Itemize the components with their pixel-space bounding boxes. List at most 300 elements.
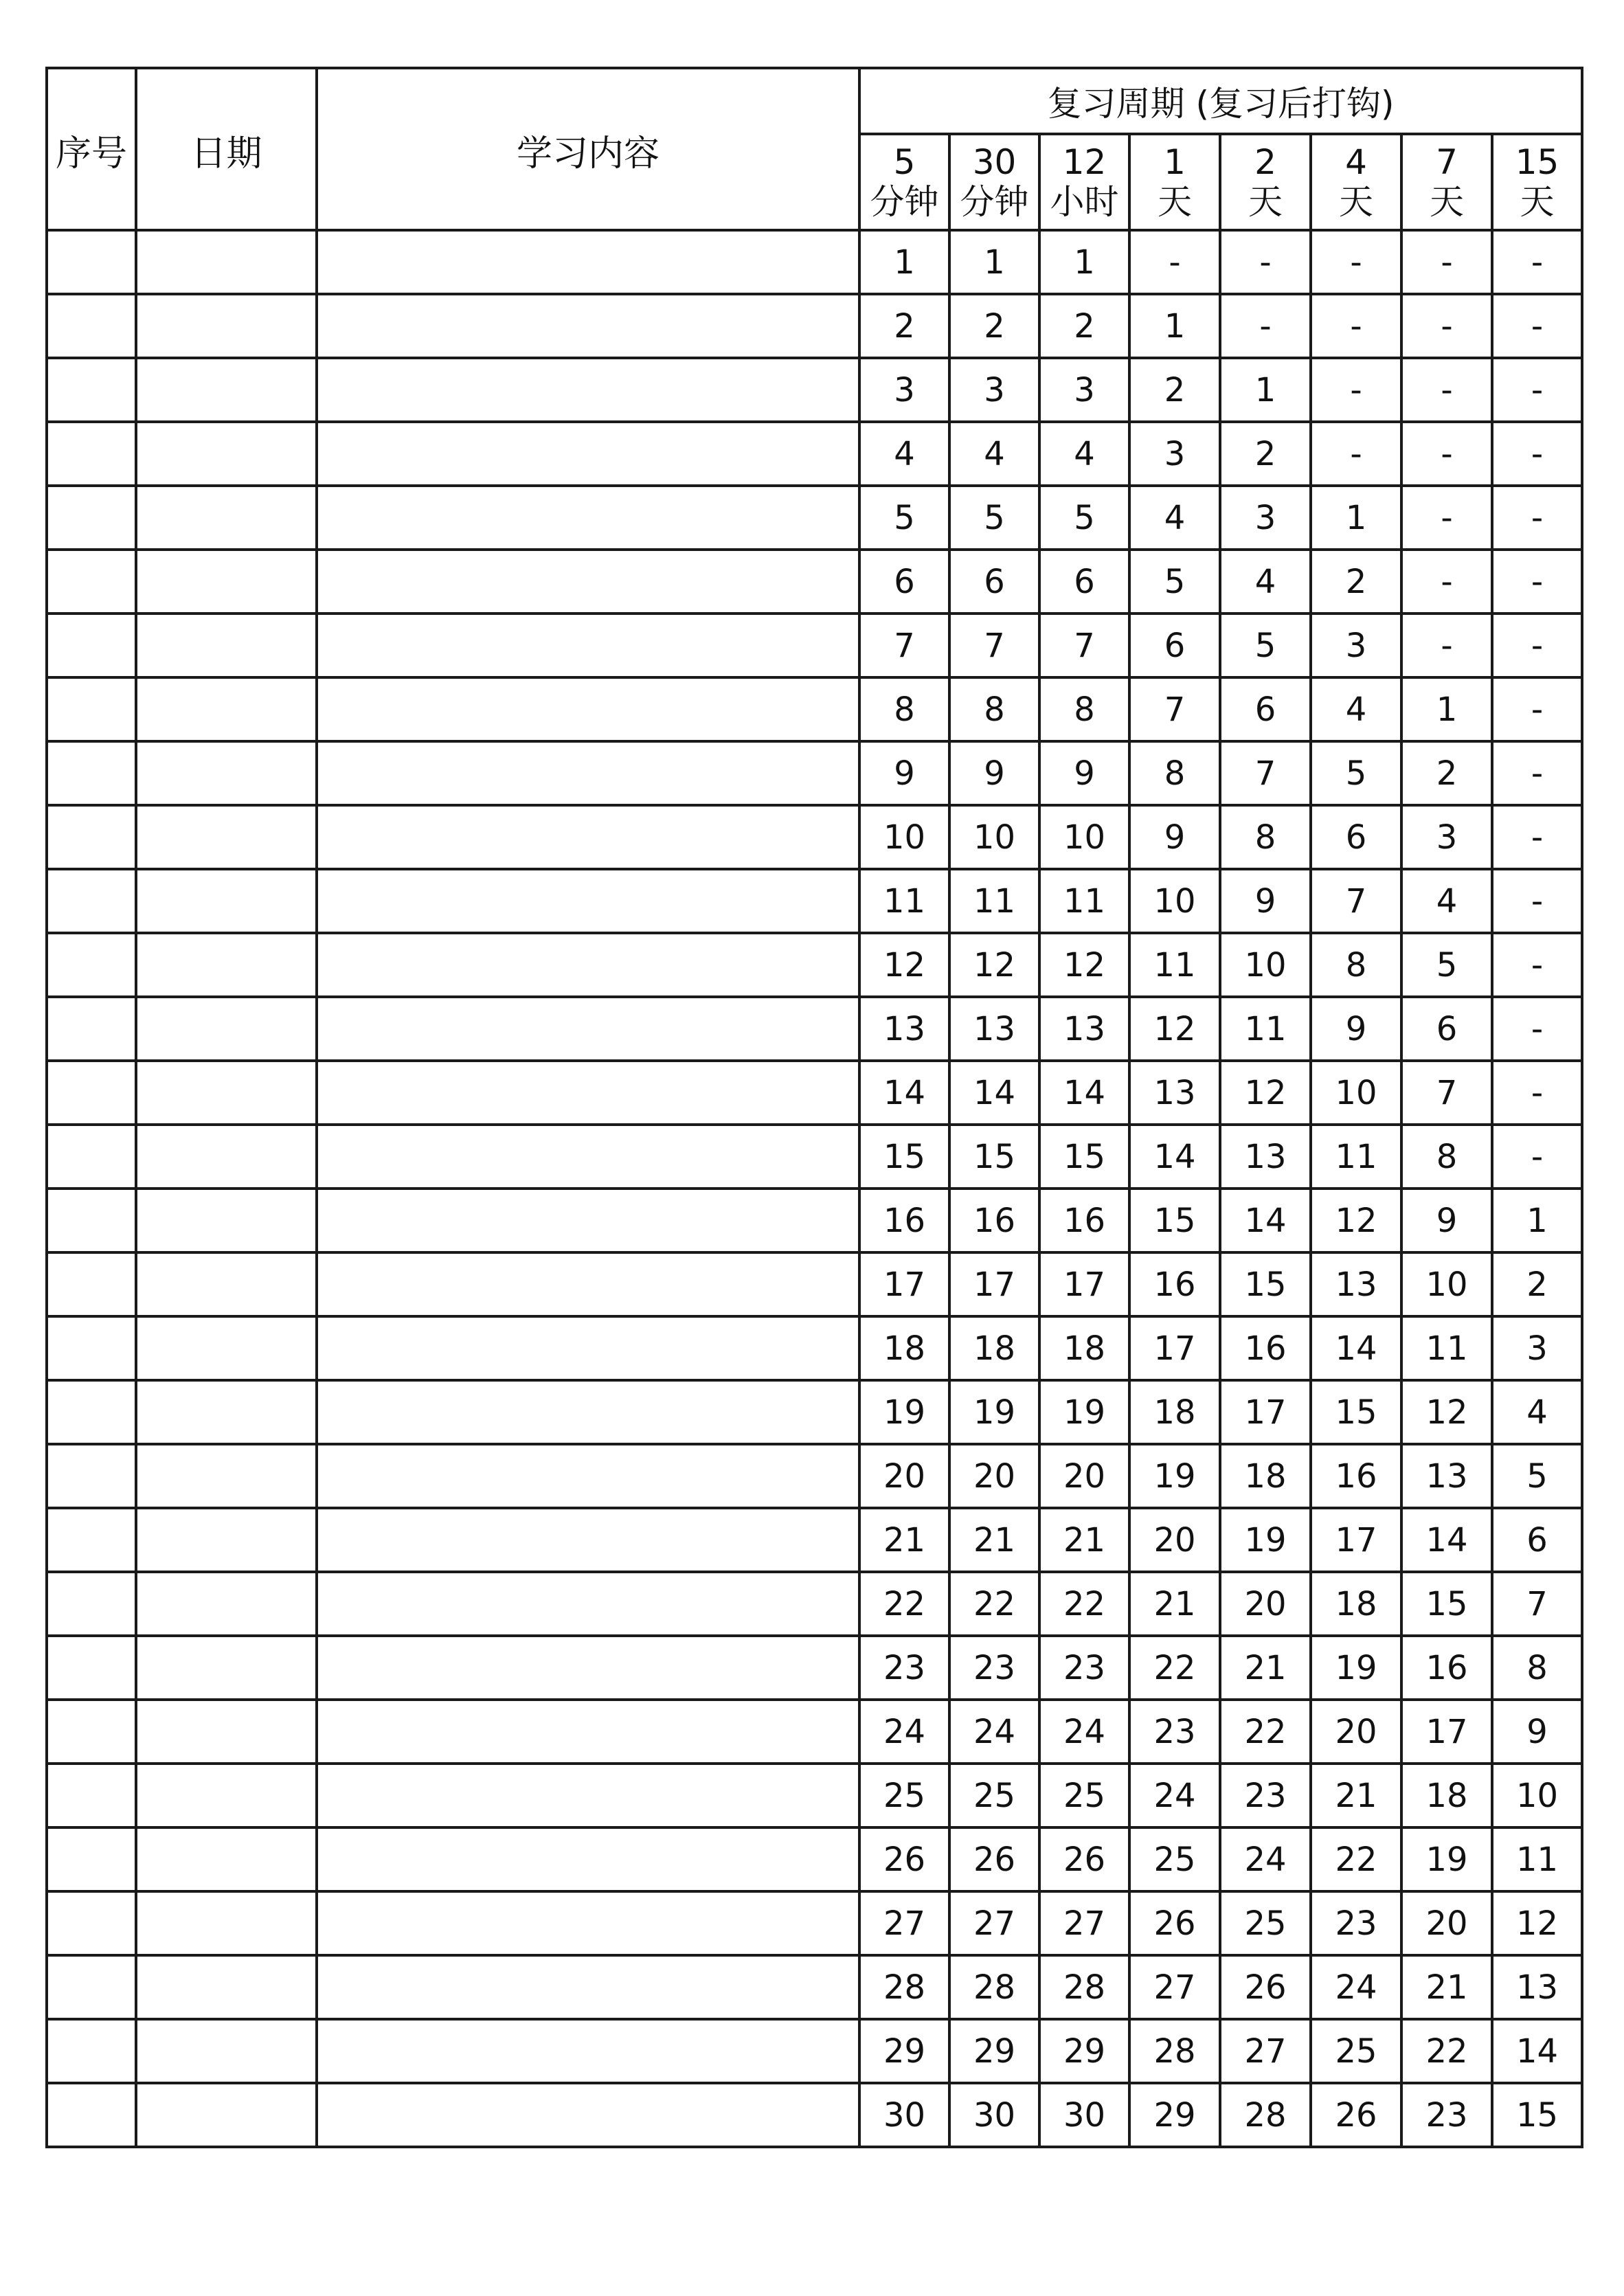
content-cell[interactable] [317, 1444, 859, 1508]
date-cell[interactable] [136, 1700, 317, 1764]
review-cell[interactable]: 1 [1311, 486, 1401, 550]
review-cell[interactable]: 12 [1492, 1891, 1582, 1955]
review-cell[interactable]: 18 [859, 1316, 949, 1380]
review-cell[interactable]: 2 [1039, 294, 1129, 358]
review-cell[interactable]: 11 [1129, 933, 1220, 997]
review-cell[interactable]: 5 [1039, 486, 1129, 550]
date-cell[interactable] [136, 2019, 317, 2083]
review-cell[interactable]: 21 [1220, 1636, 1311, 1700]
index-cell[interactable] [47, 1700, 136, 1764]
review-cell[interactable]: - [1401, 358, 1492, 422]
review-cell[interactable]: 27 [1039, 1891, 1129, 1955]
review-cell[interactable]: 6 [859, 550, 949, 614]
content-cell[interactable] [317, 1316, 859, 1380]
content-cell[interactable] [317, 1955, 859, 2019]
review-cell[interactable]: 22 [1129, 1636, 1220, 1700]
content-cell[interactable] [317, 550, 859, 614]
review-cell[interactable]: 30 [949, 2083, 1039, 2147]
review-cell[interactable]: 11 [1401, 1316, 1492, 1380]
index-cell[interactable] [47, 1316, 136, 1380]
review-cell[interactable]: 29 [1129, 2083, 1220, 2147]
review-cell[interactable]: 9 [1220, 869, 1311, 933]
review-cell[interactable]: - [1129, 230, 1220, 294]
content-cell[interactable] [317, 1572, 859, 1636]
review-cell[interactable]: 27 [949, 1891, 1039, 1955]
review-cell[interactable]: 10 [1220, 933, 1311, 997]
index-cell[interactable] [47, 997, 136, 1061]
review-cell[interactable]: 20 [1220, 1572, 1311, 1636]
review-cell[interactable]: 4 [1039, 422, 1129, 486]
review-cell[interactable]: 10 [1311, 1061, 1401, 1125]
review-cell[interactable]: - [1401, 294, 1492, 358]
review-cell[interactable]: 13 [1311, 1252, 1401, 1316]
content-cell[interactable] [317, 933, 859, 997]
review-cell[interactable]: 25 [859, 1764, 949, 1827]
review-cell[interactable]: 11 [1039, 869, 1129, 933]
review-cell[interactable]: 29 [949, 2019, 1039, 2083]
review-cell[interactable]: 21 [1311, 1764, 1401, 1827]
review-cell[interactable]: 22 [859, 1572, 949, 1636]
review-cell[interactable]: 14 [859, 1061, 949, 1125]
review-cell[interactable]: 3 [1039, 358, 1129, 422]
date-cell[interactable] [136, 1125, 317, 1189]
review-cell[interactable]: 14 [949, 1061, 1039, 1125]
content-cell[interactable] [317, 741, 859, 805]
content-cell[interactable] [317, 358, 859, 422]
review-cell[interactable]: 16 [1401, 1636, 1492, 1700]
date-cell[interactable] [136, 230, 317, 294]
review-cell[interactable]: 14 [1129, 1125, 1220, 1189]
review-cell[interactable]: 1 [1492, 1189, 1582, 1252]
review-cell[interactable]: 26 [859, 1827, 949, 1891]
review-cell[interactable]: - [1492, 741, 1582, 805]
review-cell[interactable]: - [1492, 294, 1582, 358]
review-cell[interactable]: 27 [1129, 1955, 1220, 2019]
review-cell[interactable]: 21 [1401, 1955, 1492, 2019]
review-cell[interactable]: 13 [1220, 1125, 1311, 1189]
review-cell[interactable]: 7 [1220, 741, 1311, 805]
review-cell[interactable]: 22 [1401, 2019, 1492, 2083]
index-cell[interactable] [47, 1444, 136, 1508]
review-cell[interactable]: 26 [1311, 2083, 1401, 2147]
index-cell[interactable] [47, 1189, 136, 1252]
review-cell[interactable]: 23 [859, 1636, 949, 1700]
review-cell[interactable]: 30 [1039, 2083, 1129, 2147]
review-cell[interactable]: - [1492, 997, 1582, 1061]
review-cell[interactable]: - [1492, 550, 1582, 614]
review-cell[interactable]: 7 [1401, 1061, 1492, 1125]
review-cell[interactable]: 7 [949, 614, 1039, 677]
review-cell[interactable]: 29 [1039, 2019, 1129, 2083]
review-cell[interactable]: 9 [1129, 805, 1220, 869]
review-cell[interactable]: 21 [949, 1508, 1039, 1572]
index-cell[interactable] [47, 1891, 136, 1955]
review-cell[interactable]: 25 [1311, 2019, 1401, 2083]
index-cell[interactable] [47, 1061, 136, 1125]
review-cell[interactable]: 18 [1039, 1316, 1129, 1380]
review-cell[interactable]: 29 [859, 2019, 949, 2083]
date-cell[interactable] [136, 1955, 317, 2019]
review-cell[interactable]: - [1492, 422, 1582, 486]
content-cell[interactable] [317, 1764, 859, 1827]
review-cell[interactable]: 2 [1129, 358, 1220, 422]
review-cell[interactable]: 8 [1129, 741, 1220, 805]
review-cell[interactable]: 13 [1129, 1061, 1220, 1125]
review-cell[interactable]: 4 [949, 422, 1039, 486]
review-cell[interactable]: 17 [1129, 1316, 1220, 1380]
review-cell[interactable]: - [1492, 869, 1582, 933]
review-cell[interactable]: 3 [1311, 614, 1401, 677]
index-cell[interactable] [47, 1380, 136, 1444]
review-cell[interactable]: 7 [1039, 614, 1129, 677]
review-cell[interactable]: 1 [1039, 230, 1129, 294]
review-cell[interactable]: 25 [1220, 1891, 1311, 1955]
review-cell[interactable]: 25 [949, 1764, 1039, 1827]
review-cell[interactable]: 3 [859, 358, 949, 422]
review-cell[interactable]: 17 [1311, 1508, 1401, 1572]
review-cell[interactable]: 16 [859, 1189, 949, 1252]
review-cell[interactable]: 21 [1129, 1572, 1220, 1636]
review-cell[interactable]: - [1311, 422, 1401, 486]
index-cell[interactable] [47, 358, 136, 422]
review-cell[interactable]: 25 [1129, 1827, 1220, 1891]
review-cell[interactable]: 13 [949, 997, 1039, 1061]
index-cell[interactable] [47, 2019, 136, 2083]
review-cell[interactable]: 7 [1129, 677, 1220, 741]
review-cell[interactable]: 28 [949, 1955, 1039, 2019]
review-cell[interactable]: 1 [859, 230, 949, 294]
review-cell[interactable]: 26 [1220, 1955, 1311, 2019]
date-cell[interactable] [136, 869, 317, 933]
review-cell[interactable]: 1 [1220, 358, 1311, 422]
index-cell[interactable] [47, 550, 136, 614]
content-cell[interactable] [317, 805, 859, 869]
date-cell[interactable] [136, 486, 317, 550]
index-cell[interactable] [47, 805, 136, 869]
content-cell[interactable] [317, 869, 859, 933]
review-cell[interactable]: 1 [949, 230, 1039, 294]
review-cell[interactable]: 11 [859, 869, 949, 933]
index-cell[interactable] [47, 294, 136, 358]
review-cell[interactable]: 13 [1039, 997, 1129, 1061]
content-cell[interactable] [317, 997, 859, 1061]
review-cell[interactable]: 4 [1129, 486, 1220, 550]
review-cell[interactable]: 17 [1039, 1252, 1129, 1316]
review-cell[interactable]: 20 [1129, 1508, 1220, 1572]
review-cell[interactable]: 11 [949, 869, 1039, 933]
review-cell[interactable]: 8 [949, 677, 1039, 741]
review-cell[interactable]: 11 [1311, 1125, 1401, 1189]
content-cell[interactable] [317, 1891, 859, 1955]
date-cell[interactable] [136, 741, 317, 805]
review-cell[interactable]: 24 [1311, 1955, 1401, 2019]
index-cell[interactable] [47, 486, 136, 550]
review-cell[interactable]: 3 [1492, 1316, 1582, 1380]
review-cell[interactable]: 5 [1492, 1444, 1582, 1508]
review-cell[interactable]: 12 [1220, 1061, 1311, 1125]
review-cell[interactable]: 23 [1220, 1764, 1311, 1827]
review-cell[interactable]: 16 [949, 1189, 1039, 1252]
review-cell[interactable]: 5 [1311, 741, 1401, 805]
review-cell[interactable]: 10 [1039, 805, 1129, 869]
review-cell[interactable]: 10 [949, 805, 1039, 869]
review-cell[interactable]: 12 [1311, 1189, 1401, 1252]
review-cell[interactable]: 19 [1401, 1827, 1492, 1891]
content-cell[interactable] [317, 1827, 859, 1891]
date-cell[interactable] [136, 422, 317, 486]
review-cell[interactable]: 23 [1039, 1636, 1129, 1700]
review-cell[interactable]: 1 [1401, 677, 1492, 741]
review-cell[interactable]: 20 [1311, 1700, 1401, 1764]
review-cell[interactable]: 2 [1311, 550, 1401, 614]
review-cell[interactable]: 19 [1039, 1380, 1129, 1444]
date-cell[interactable] [136, 1061, 317, 1125]
review-cell[interactable]: 12 [1039, 933, 1129, 997]
review-cell[interactable]: 4 [859, 422, 949, 486]
date-cell[interactable] [136, 358, 317, 422]
review-cell[interactable]: 3 [949, 358, 1039, 422]
review-cell[interactable]: 6 [1039, 550, 1129, 614]
content-cell[interactable] [317, 1125, 859, 1189]
review-cell[interactable]: 15 [949, 1125, 1039, 1189]
review-cell[interactable]: 9 [859, 741, 949, 805]
review-cell[interactable]: 15 [1401, 1572, 1492, 1636]
date-cell[interactable] [136, 1636, 317, 1700]
review-cell[interactable]: - [1492, 1125, 1582, 1189]
content-cell[interactable] [317, 1380, 859, 1444]
review-cell[interactable]: 6 [1311, 805, 1401, 869]
review-cell[interactable]: 15 [1492, 2083, 1582, 2147]
date-cell[interactable] [136, 1189, 317, 1252]
review-cell[interactable]: 24 [859, 1700, 949, 1764]
review-cell[interactable]: 8 [1311, 933, 1401, 997]
review-cell[interactable]: - [1492, 805, 1582, 869]
review-cell[interactable]: 10 [1129, 869, 1220, 933]
review-cell[interactable]: 6 [1492, 1508, 1582, 1572]
review-cell[interactable]: 9 [1039, 741, 1129, 805]
review-cell[interactable]: 19 [1129, 1444, 1220, 1508]
review-cell[interactable]: 15 [1129, 1189, 1220, 1252]
review-cell[interactable]: 14 [1039, 1061, 1129, 1125]
review-cell[interactable]: 14 [1220, 1189, 1311, 1252]
review-cell[interactable]: 26 [1129, 1891, 1220, 1955]
review-cell[interactable]: 7 [1311, 869, 1401, 933]
review-cell[interactable]: - [1220, 230, 1311, 294]
content-cell[interactable] [317, 1508, 859, 1572]
review-cell[interactable]: 19 [1311, 1636, 1401, 1700]
review-cell[interactable]: 24 [949, 1700, 1039, 1764]
index-cell[interactable] [47, 230, 136, 294]
content-cell[interactable] [317, 422, 859, 486]
review-cell[interactable]: 6 [949, 550, 1039, 614]
review-cell[interactable]: 26 [949, 1827, 1039, 1891]
review-cell[interactable]: 17 [859, 1252, 949, 1316]
review-cell[interactable]: 20 [1401, 1891, 1492, 1955]
review-cell[interactable]: 21 [859, 1508, 949, 1572]
review-cell[interactable]: 22 [949, 1572, 1039, 1636]
date-cell[interactable] [136, 1764, 317, 1827]
review-cell[interactable]: 16 [1311, 1444, 1401, 1508]
review-cell[interactable]: 20 [859, 1444, 949, 1508]
review-cell[interactable]: 21 [1039, 1508, 1129, 1572]
review-cell[interactable]: 3 [1220, 486, 1311, 550]
review-cell[interactable]: 27 [859, 1891, 949, 1955]
index-cell[interactable] [47, 1955, 136, 2019]
review-cell[interactable]: 12 [949, 933, 1039, 997]
review-cell[interactable]: 17 [1401, 1700, 1492, 1764]
review-cell[interactable]: 14 [1311, 1316, 1401, 1380]
review-cell[interactable]: 22 [1220, 1700, 1311, 1764]
review-cell[interactable]: 24 [1039, 1700, 1129, 1764]
review-cell[interactable]: - [1492, 933, 1582, 997]
review-cell[interactable]: - [1311, 294, 1401, 358]
review-cell[interactable]: 13 [1401, 1444, 1492, 1508]
date-cell[interactable] [136, 1316, 317, 1380]
review-cell[interactable]: 20 [949, 1444, 1039, 1508]
content-cell[interactable] [317, 2019, 859, 2083]
date-cell[interactable] [136, 2083, 317, 2147]
date-cell[interactable] [136, 1827, 317, 1891]
review-cell[interactable]: - [1492, 677, 1582, 741]
review-cell[interactable]: 14 [1401, 1508, 1492, 1572]
review-cell[interactable]: 2 [949, 294, 1039, 358]
review-cell[interactable]: - [1492, 486, 1582, 550]
index-cell[interactable] [47, 1827, 136, 1891]
index-cell[interactable] [47, 1764, 136, 1827]
review-cell[interactable]: 16 [1129, 1252, 1220, 1316]
review-cell[interactable]: 23 [1401, 2083, 1492, 2147]
review-cell[interactable]: 4 [1220, 550, 1311, 614]
date-cell[interactable] [136, 933, 317, 997]
review-cell[interactable]: 23 [1129, 1700, 1220, 1764]
review-cell[interactable]: - [1220, 294, 1311, 358]
review-cell[interactable]: 16 [1220, 1316, 1311, 1380]
date-cell[interactable] [136, 294, 317, 358]
review-cell[interactable]: 17 [949, 1252, 1039, 1316]
review-cell[interactable]: 10 [1401, 1252, 1492, 1316]
review-cell[interactable]: - [1401, 614, 1492, 677]
review-cell[interactable]: 2 [1401, 741, 1492, 805]
review-cell[interactable]: 24 [1220, 1827, 1311, 1891]
index-cell[interactable] [47, 2083, 136, 2147]
review-cell[interactable]: 8 [1039, 677, 1129, 741]
index-cell[interactable] [47, 422, 136, 486]
content-cell[interactable] [317, 614, 859, 677]
index-cell[interactable] [47, 1572, 136, 1636]
index-cell[interactable] [47, 1636, 136, 1700]
review-cell[interactable]: 8 [1492, 1636, 1582, 1700]
review-cell[interactable]: 22 [1039, 1572, 1129, 1636]
review-cell[interactable]: 3 [1401, 805, 1492, 869]
review-cell[interactable]: - [1492, 614, 1582, 677]
review-cell[interactable]: 19 [859, 1380, 949, 1444]
review-cell[interactable]: 7 [859, 614, 949, 677]
review-cell[interactable]: 22 [1311, 1827, 1401, 1891]
review-cell[interactable]: 27 [1220, 2019, 1311, 2083]
content-cell[interactable] [317, 1700, 859, 1764]
index-cell[interactable] [47, 1508, 136, 1572]
review-cell[interactable]: 2 [859, 294, 949, 358]
review-cell[interactable]: 28 [1039, 1955, 1129, 2019]
review-cell[interactable]: 8 [1401, 1125, 1492, 1189]
review-cell[interactable]: 19 [949, 1380, 1039, 1444]
review-cell[interactable]: - [1401, 550, 1492, 614]
content-cell[interactable] [317, 1061, 859, 1125]
review-cell[interactable]: 5 [859, 486, 949, 550]
review-cell[interactable]: - [1311, 230, 1401, 294]
review-cell[interactable]: - [1401, 486, 1492, 550]
date-cell[interactable] [136, 677, 317, 741]
review-cell[interactable]: 5 [1129, 550, 1220, 614]
content-cell[interactable] [317, 1636, 859, 1700]
review-cell[interactable]: 1 [1129, 294, 1220, 358]
review-cell[interactable]: - [1492, 358, 1582, 422]
review-cell[interactable]: 18 [1401, 1764, 1492, 1827]
review-cell[interactable]: - [1492, 230, 1582, 294]
index-cell[interactable] [47, 741, 136, 805]
review-cell[interactable]: 12 [859, 933, 949, 997]
date-cell[interactable] [136, 805, 317, 869]
content-cell[interactable] [317, 230, 859, 294]
review-cell[interactable]: 23 [949, 1636, 1039, 1700]
review-cell[interactable]: 13 [1492, 1955, 1582, 2019]
date-cell[interactable] [136, 1508, 317, 1572]
review-cell[interactable]: 17 [1220, 1380, 1311, 1444]
review-cell[interactable]: 28 [1220, 2083, 1311, 2147]
date-cell[interactable] [136, 1252, 317, 1316]
index-cell[interactable] [47, 614, 136, 677]
review-cell[interactable]: 15 [1311, 1380, 1401, 1444]
review-cell[interactable]: 28 [859, 1955, 949, 2019]
date-cell[interactable] [136, 550, 317, 614]
content-cell[interactable] [317, 2083, 859, 2147]
review-cell[interactable]: 5 [1220, 614, 1311, 677]
review-cell[interactable]: 19 [1220, 1508, 1311, 1572]
index-cell[interactable] [47, 869, 136, 933]
review-cell[interactable]: 9 [949, 741, 1039, 805]
review-cell[interactable]: 30 [859, 2083, 949, 2147]
review-cell[interactable]: - [1492, 1061, 1582, 1125]
review-cell[interactable]: - [1401, 422, 1492, 486]
review-cell[interactable]: 18 [1129, 1380, 1220, 1444]
index-cell[interactable] [47, 1252, 136, 1316]
index-cell[interactable] [47, 933, 136, 997]
date-cell[interactable] [136, 997, 317, 1061]
review-cell[interactable]: - [1311, 358, 1401, 422]
content-cell[interactable] [317, 294, 859, 358]
review-cell[interactable]: 24 [1129, 1764, 1220, 1827]
review-cell[interactable]: 3 [1129, 422, 1220, 486]
review-cell[interactable]: 18 [949, 1316, 1039, 1380]
review-cell[interactable]: 6 [1220, 677, 1311, 741]
review-cell[interactable]: 7 [1492, 1572, 1582, 1636]
review-cell[interactable]: - [1401, 230, 1492, 294]
date-cell[interactable] [136, 1572, 317, 1636]
review-cell[interactable]: 12 [1401, 1380, 1492, 1444]
review-cell[interactable]: 11 [1492, 1827, 1582, 1891]
content-cell[interactable] [317, 677, 859, 741]
date-cell[interactable] [136, 1380, 317, 1444]
review-cell[interactable]: 11 [1220, 997, 1311, 1061]
review-cell[interactable]: 23 [1311, 1891, 1401, 1955]
review-cell[interactable]: 10 [1492, 1764, 1582, 1827]
review-cell[interactable]: 16 [1039, 1189, 1129, 1252]
date-cell[interactable] [136, 1891, 317, 1955]
content-cell[interactable] [317, 1189, 859, 1252]
review-cell[interactable]: 6 [1129, 614, 1220, 677]
review-cell[interactable]: 2 [1492, 1252, 1582, 1316]
date-cell[interactable] [136, 1444, 317, 1508]
